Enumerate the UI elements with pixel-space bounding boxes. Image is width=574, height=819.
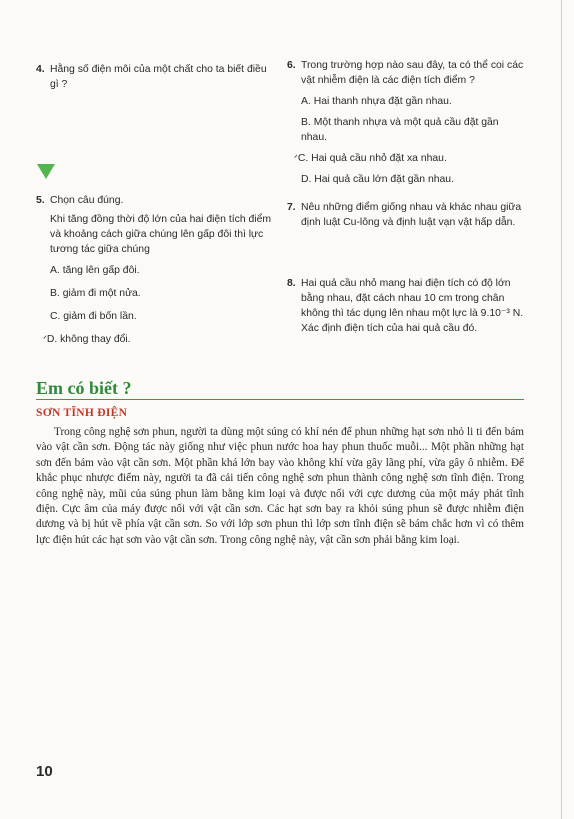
- option-c: C. giảm đi bốn lần.: [50, 311, 137, 322]
- page-edge-line: [561, 0, 562, 819]
- question-7: [287, 200, 527, 230]
- question-text-body: Khi tăng đồng thời độ lớn của hai điện tích điểm và khoảng cách giữa chúng lên gấp đôi thì lực tương tác giữa chúng: [50, 214, 272, 255]
- question-number: 6.: [287, 60, 296, 71]
- question-number: 4.: [36, 64, 45, 75]
- question-text: Trong trường hợp nào sau đây, ta có thể coi các vật nhiễm điện là các điện tích điểm ?: [301, 60, 524, 86]
- question-8: [287, 276, 527, 336]
- tick-mark: ᐟ: [43, 334, 47, 344]
- box-title: Em có biết ?: [36, 378, 132, 398]
- question-number: 8.: [287, 278, 296, 289]
- question-number: 5.: [36, 195, 45, 206]
- question-4: [36, 62, 276, 92]
- section-marker-triangle: [37, 164, 55, 179]
- option-b: B. Một thanh nhựa và một quả cầu đặt gần nhau.: [301, 117, 499, 143]
- option-a: A. tăng lên gấp đôi.: [50, 265, 140, 276]
- question-text: Hai quả cầu nhỏ mang hai điện tích có độ lớn bằng nhau, đặt cách nhau 10 cm trong chân không thì tác dụng lên nhau một lực là 9.10⁻³ N. Xác định điện tích của hai quả cầu đó.: [301, 278, 524, 334]
- option-label: C. Hai quả cầu nhỏ đặt xa nhau.: [297, 153, 447, 164]
- option-b: B. giảm đi một nửa.: [50, 288, 141, 299]
- question-text: Hằng số điện môi của một chất cho ta biết điều gì ?: [50, 64, 267, 90]
- question-6: [287, 58, 527, 187]
- option-label: D. không thay đổi.: [46, 334, 131, 345]
- tick-mark: ᐟ: [294, 153, 298, 163]
- question-5: [36, 193, 276, 347]
- box-paragraph: Trong công nghệ sơn phun, người ta dùng một súng có khí nén để phun những hạt sơn nhỏ li ti đến bám vào vật cần sơn. Động tác này giống như việc phun nước hoa hay phun thuốc muỗi... Một phần những hạt sơn đến bám vào vật cần sơn. Một phần khá lớn bay vào không khí vừa gây lãng phí, vừa gây ô nhiễm. Để khắc phục nhược điểm này, người ta đã cải tiến công nghệ sơn phun thành công nghệ sơn tĩnh điện. Trong công nghệ này, mũi của súng phun làm bằng kim loại và được nối với cực dương của một máy phát tĩnh điện. Cực âm của máy được nối với vật cần sơn. Các hạt sơn bay ra khỏi súng phun sẽ được nhiễm điện dương và bị hút về phía vật cần sơn. So với lớp sơn phun thì lớp sơn tĩnh điện sẽ bám chắc hơn vì có thêm lực điện hút các hạt sơn vào vật cần sơn. Trong công nghệ này, vật cần sơn phải bằng kim loại.: [36, 426, 524, 546]
- question-text: Nêu những điểm giống nhau và khác nhau giữa định luật Cu-lông và định luật vạn vật hấp dẫn.: [301, 202, 522, 228]
- option-c: [294, 151, 527, 166]
- question-text: Chọn câu đúng.: [50, 195, 124, 206]
- option-a: A. Hai thanh nhựa đặt gần nhau.: [301, 96, 452, 107]
- option-d: D. Hai quả cầu lớn đặt gần nhau.: [301, 174, 454, 185]
- option-d: [43, 332, 276, 347]
- page-number: 10: [36, 763, 53, 780]
- box-divider: [36, 399, 524, 400]
- question-number: 7.: [287, 202, 296, 213]
- box-subtitle: SƠN TĨNH ĐIỆN: [36, 407, 128, 419]
